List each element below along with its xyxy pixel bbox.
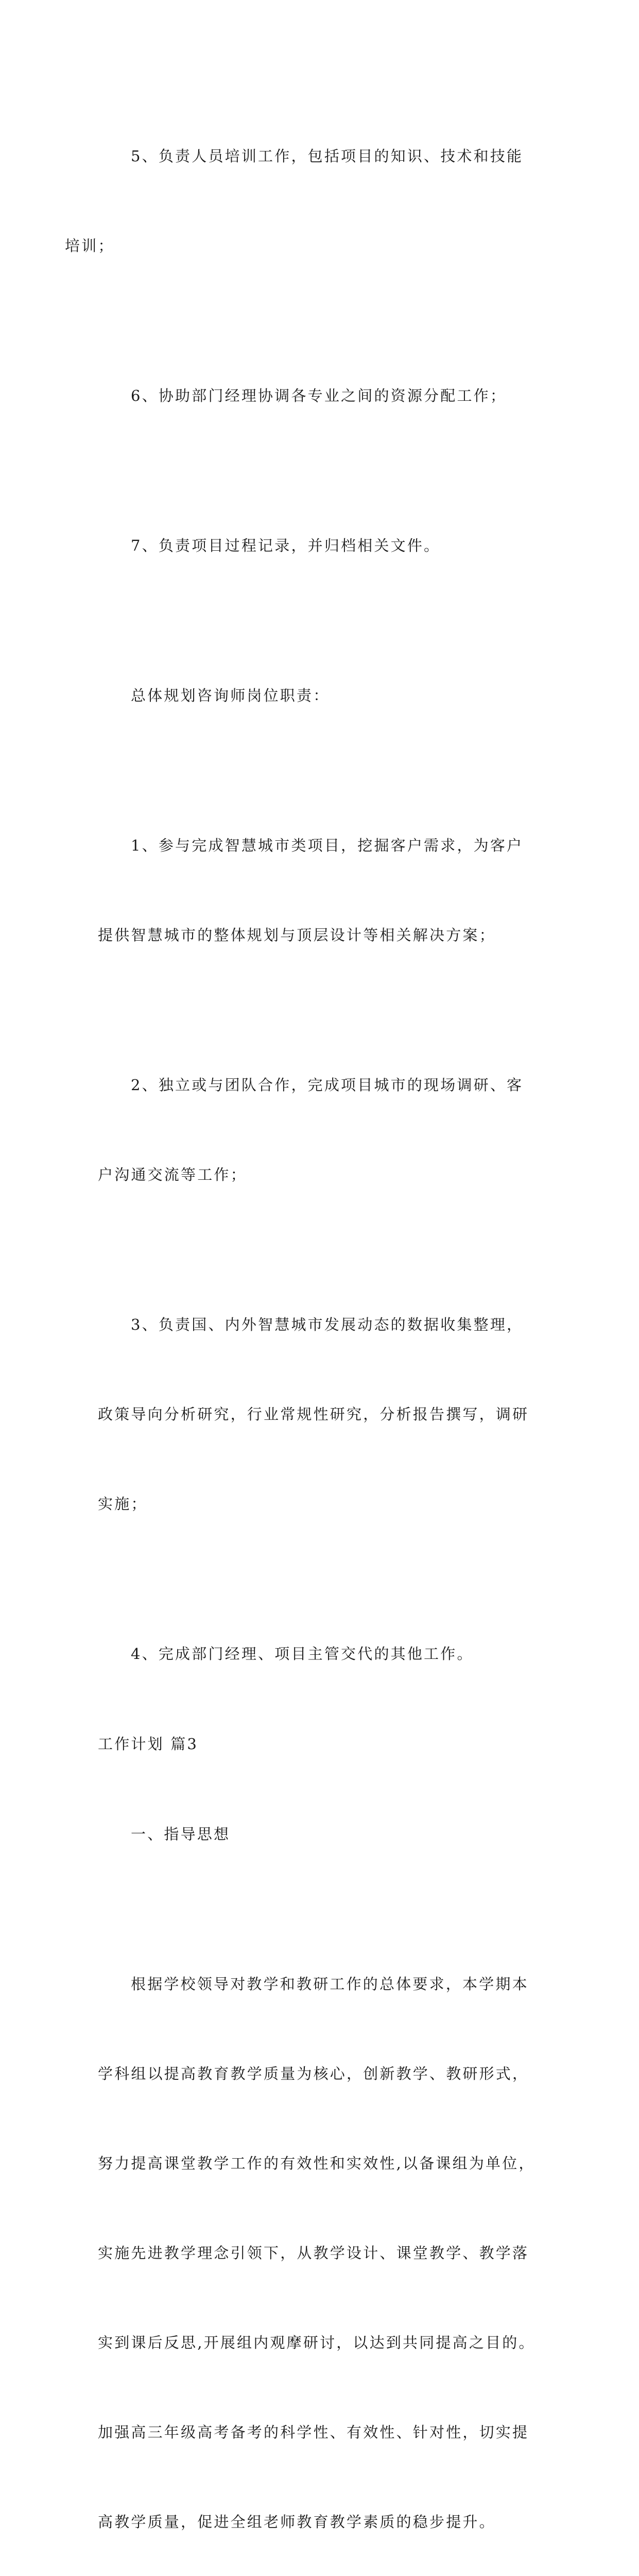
text-line: 培训； [65,237,115,255]
text-line: 实施； [98,1495,148,1513]
paragraph-duty-3 [98,1250,551,1579]
text-line: 学科组以提高教育教学质量为核心，创新教学、教研形式， [98,2065,529,2082]
text-line: 总体规划咨询师岗位职责： [131,687,330,704]
paragraph-guiding-thought [98,1909,551,2576]
text-line: 6、协助部门经理协调各专业之间的资源分配工作； [131,387,507,404]
text-line: 户沟通交流等工作； [98,1166,247,1183]
text-line: 一、指导思想 [131,1825,231,1843]
text-line: 努力提高课堂教学工作的有效性和实效性,以备课组为单位， [98,2155,536,2172]
text-line: 2、独立或与团队合作，完成项目城市的现场调研、客 [131,1076,524,1094]
document-body [65,81,551,2576]
subheading-guiding-thought [98,1759,551,1909]
text-line: 3、负责国、内外智慧城市发展动态的数据收集整理， [131,1316,524,1333]
paragraph-item-5 [65,81,551,320]
paragraph-item-6 [98,321,551,470]
text-line: 7、负责项目过程记录，并归档相关文件。 [131,537,441,554]
paragraph-duty-4 [98,1579,551,1728]
text-line: 1、参与完成智慧城市类项目，挖掘客户需求，为客户 [131,837,524,854]
paragraph-item-7 [98,471,551,620]
text-line: 5、负责人员培训工作，包括项目的知识、技术和技能 [131,147,524,165]
paragraph-duty-2 [98,1010,551,1249]
section-title: 工作计划 篇3 [98,1735,199,1753]
text-line: 根据学校领导对教学和教研工作的总体要求，本学期本 [131,1975,529,1993]
text-line: 高教学质量，促进全组老师教育教学素质的稳步提升。 [98,2513,496,2531]
text-line: 政策导向分析研究，行业常规性研究，分析报告撰写，调研 [98,1405,529,1423]
text-line: 4、完成部门经理、项目主管交代的其他工作。 [131,1645,474,1663]
text-line: 实到课后反思,开展组内观摩研讨，以达到共同提高之目的。 [98,2334,536,2351]
text-line: 提供智慧城市的整体规划与顶层设计等相关解决方案； [98,926,496,944]
subheading-planning-consultant [98,621,551,770]
paragraph-duty-1 [98,771,551,1010]
text-line: 实施先进教学理念引领下，从教学设计、课堂教学、教学落 [98,2244,529,2262]
text-line: 加强高三年级高考备考的科学性、有效性、针对性，切实提 [98,2424,529,2441]
